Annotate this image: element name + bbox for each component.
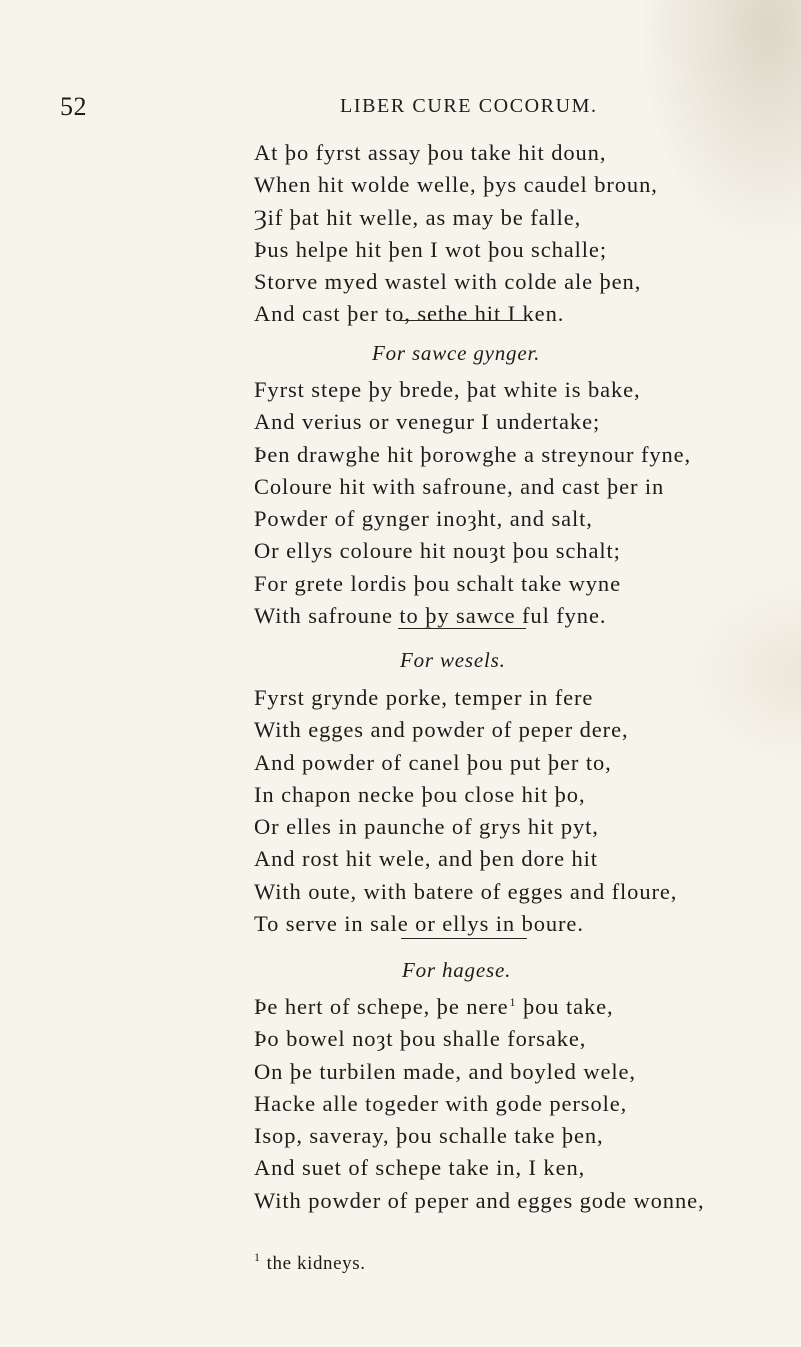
verse-text: þou take, [516, 994, 614, 1019]
verse-line: When hit wolde welle, þys caudel broun, [254, 172, 658, 198]
section-title: For hagese. [402, 958, 512, 982]
verse-line: Þus helpe hit þen I wot þou schalle; [254, 236, 607, 262]
verse-line: And powder of canel þou put þer to, [254, 749, 612, 775]
page-number: 52 [60, 92, 87, 121]
verse-line: Storve myed wastel with colde ale þen, [254, 269, 642, 295]
verse-line: Or elles in paunche of grys hit pyt, [254, 814, 599, 840]
verse-line: Powder of gynger inoȝht, and salt, [254, 506, 593, 532]
recipe-stanza [254, 685, 794, 943]
footnote-reference: 1 [509, 995, 517, 1009]
verse-line: Fyrst grynde porke, temper in fere [254, 685, 594, 710]
verse-text: Þe hert of schepe, þe nere [254, 994, 509, 1019]
verse-line: Þo bowel noȝt þou shalle forsake, [254, 1026, 587, 1052]
footnote [254, 1250, 366, 1275]
running-head: LIBER CURE COCORUM. [340, 95, 598, 117]
recipe-stanza [254, 994, 794, 1220]
verse-line: In chapon necke þou close hit þo, [254, 781, 586, 807]
verse-line: Or ellys coloure hit nouȝt þou schalt; [254, 538, 621, 564]
verse-line: Ȝif þat hit welle, as may be falle, [254, 204, 582, 230]
verse-line: With egges and powder of peper dere, [254, 717, 629, 743]
section-divider [397, 320, 527, 321]
verse-line: With oute, with batere of egges and floure, [254, 878, 678, 904]
verse-line: Fyrst stepe þy brede, þat white is bake, [254, 377, 641, 402]
verse-line: Hacke alle togeder with gode persole, [254, 1090, 628, 1116]
verse-line: At þo fyrst assay þou take hit doun, [254, 140, 607, 165]
opening-stanza [254, 137, 794, 331]
verse-line: With safroune to þy sawce ful fyne. [254, 603, 607, 629]
page-header [0, 92, 801, 132]
verse-line: On þe turbilen made, and boyled wele, [254, 1058, 636, 1084]
section-title: For wesels. [400, 648, 506, 672]
verse-line: With powder of peper and egges gode wonne, [254, 1187, 705, 1213]
verse-line: And rost hit wele, and þen dore hit [254, 846, 598, 872]
verse-line [254, 994, 794, 1026]
section-divider [401, 938, 527, 939]
section-title: For sawce gynger. [372, 341, 541, 365]
verse-line: Þen drawghe hit þorowghe a streynour fyne, [254, 441, 692, 467]
verse-line: To serve in sale or ellys in boure. [254, 911, 584, 937]
verse-line: And verius or venegur I undertake; [254, 409, 601, 435]
recipe-stanza [254, 377, 794, 635]
verse-line: For grete lordis þou schalt take wyne [254, 570, 621, 596]
footnote-text: the kidneys. [266, 1253, 366, 1274]
verse-line: Isop, saveray, þou schalle take þen, [254, 1123, 604, 1149]
section-divider [398, 628, 526, 629]
verse-line: Coloure hit with safroune, and cast þer in [254, 473, 665, 499]
footnote-marker: 1 [254, 1250, 261, 1264]
verse-line: And cast þer to, sethe hit I ken. [254, 301, 565, 327]
verse-line: And suet of schepe take in, I ken, [254, 1155, 586, 1181]
